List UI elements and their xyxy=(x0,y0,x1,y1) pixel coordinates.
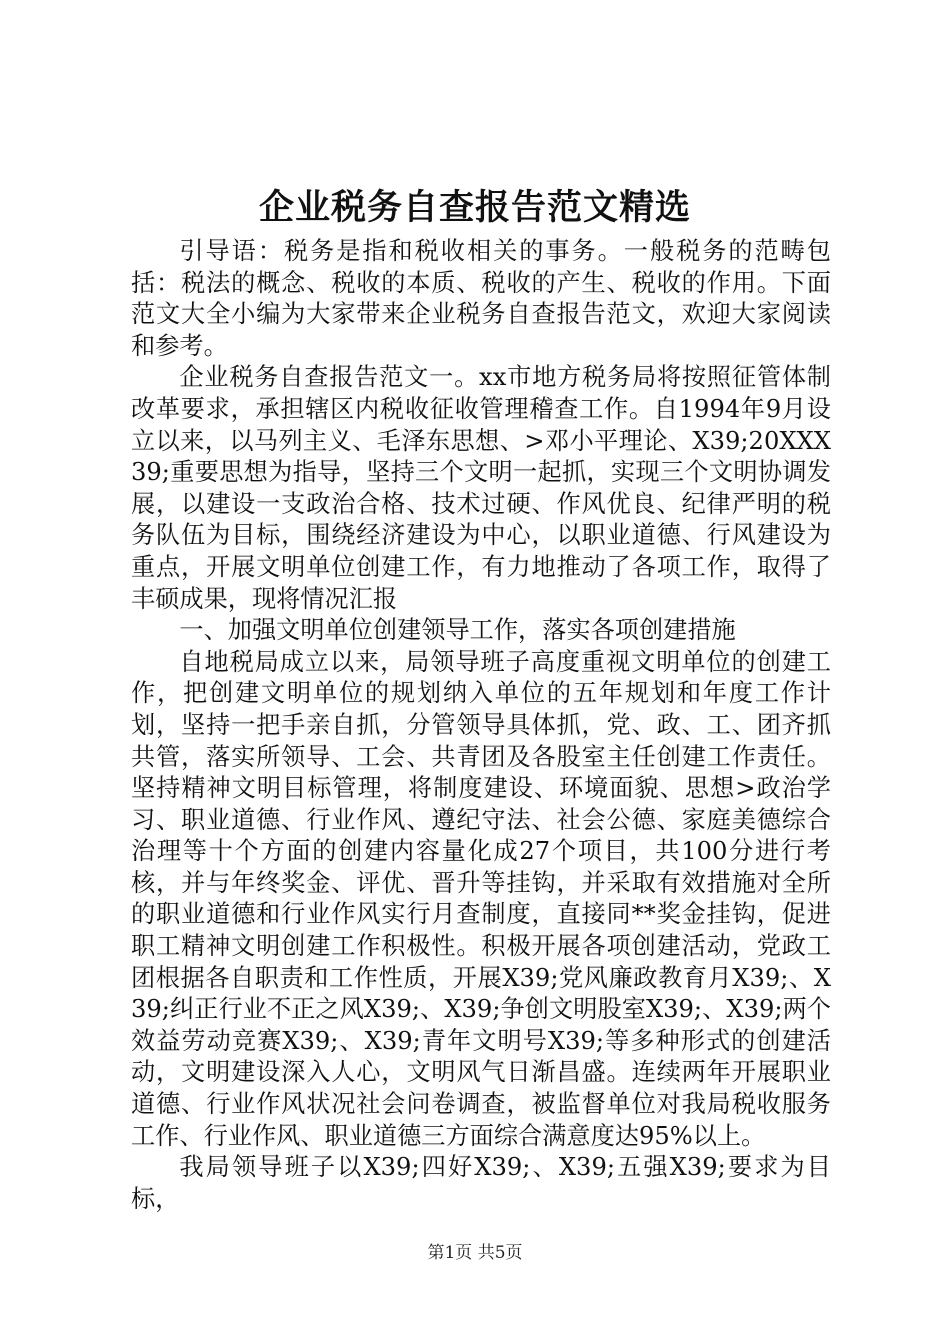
paragraph-creation-work: 自地税局成立以来，局领导班子高度重视文明单位的创建工作，把创建文明单位的规划纳入单位的五年规划和年度工作计划，坚持一把手亲自抓，分管领导具体抓，党、政、工、团齐抓共管，落实所领导、工会、共青团及各股室主任创建工作责任。坚持精神文明目标管理，将制度建设、环境面貌、思想>政治学习、职业道德、行业作风、遵纪守法、社会公德、家庭美德综合治理等十个方面的创建内容量化成27个项目，共100分进行考核，并与年终奖金、评优、晋升等挂钩，并采取有效措施对全所的职业道德和行业作风实行月查制度，直接同**奖金挂钩，促进职工精神文明创建工作积极性。积极开展各项创建活动，党政工团根据各自职责和工作性质，开展X39;党风廉政教育月X39;、X39;纠正行业不正之风X39;、X39;争创文明股室X39;、X39;两个效益劳动竞赛X39;、X39;青年文明号X39;等多种形式的创建活动，文明建设深入人心，文明风气日渐昌盛。连续两年开展职业道德、行业作风状况社会问卷调查，被监督单位对我局税收服务工作、行业作风、职业道德三方面综合满意度达95%以上。 xyxy=(131,647,831,1150)
section-heading-one: 一、加强文明单位创建领导工作，落实各项创建措施 xyxy=(179,616,736,645)
document-body xyxy=(131,236,831,1215)
page-number-footer: 第1页 共5页 xyxy=(427,1243,523,1263)
paragraph-intro: 引导语：税务是指和税收相关的事务。一般税务的范畴包括：税法的概念、税收的本质、税收的产生、税收的作用。下面范文大全小编为大家带来企业税务自查报告范文，欢迎大家阅读和参考。 xyxy=(131,237,831,360)
paragraph-sample-one: 企业税务自查报告范文一。xx市地方税务局将按照征管体制改革要求，承担辖区内税收征收管理稽查工作。自1994年9月设立以来，以马列主义、毛泽东思想、>邓小平理论、X39;20XXX39;重要思想为指导，坚持三个文明一起抓，实现三个文明协调发展，以建设一支政治合格、技术过硬、作风优良、纪律严明的税务队伍为目标，围绕经济建设为中心，以职业道德、行风建设为重点，开展文明单位创建工作，有力地推动了各项工作，取得了丰硕成果，现将情况汇报 xyxy=(131,363,831,613)
paragraph-leadership: 我局领导班子以X39;四好X39;、X39;五强X39;要求为目标， xyxy=(131,1153,831,1213)
document-title: 企业税务自查报告范文精选 xyxy=(258,187,691,228)
